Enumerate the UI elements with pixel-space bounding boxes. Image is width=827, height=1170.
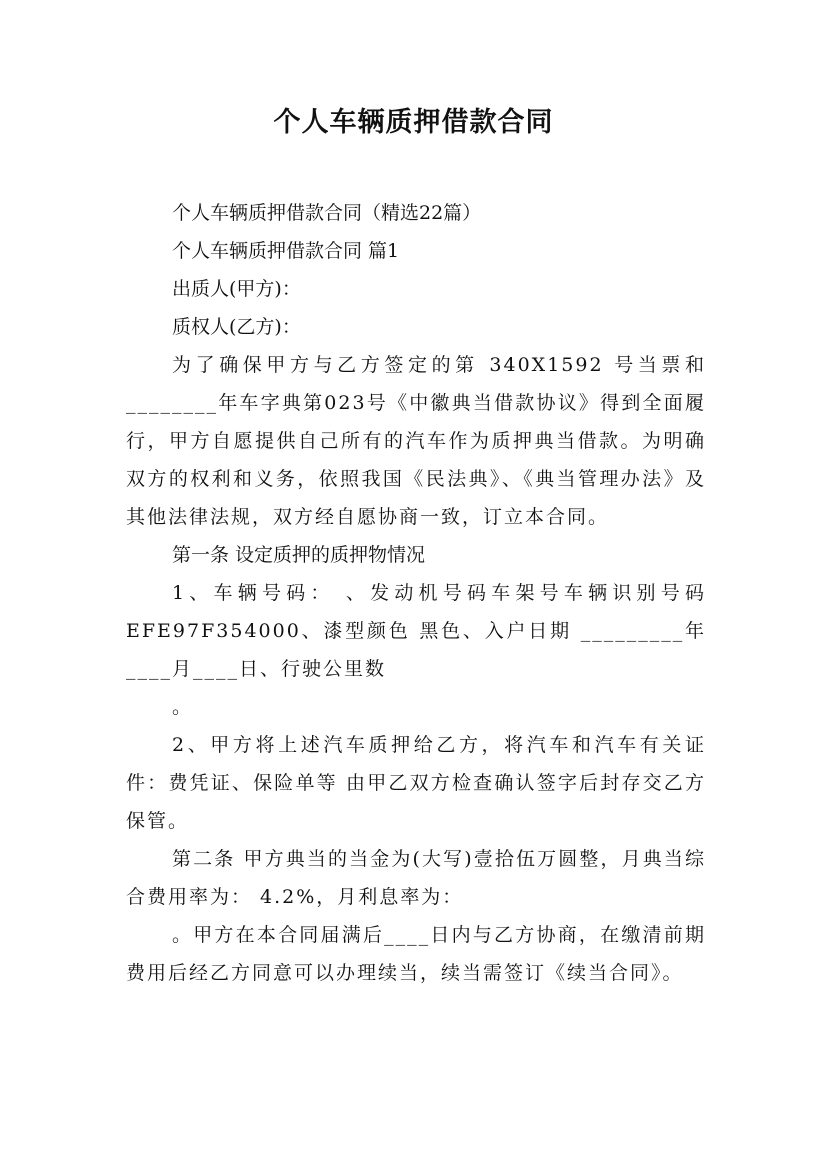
paragraph-section-heading: 个人车辆质押借款合同 篇1	[172, 240, 400, 262]
paragraph-preamble: 为了确保甲方与乙方签定的第 340X1592 号当票和________年车字典第023号《中徽典当借款协议》得到全面履行，甲方自愿提供自己所有的汽车作为质押典当借款。为明确双方的权利和义务，依照我国《民法典》、《典当管理办法》及其他法律法规，双方经自愿协商一致，订立本合同。	[126, 354, 706, 528]
paragraph-custody: 2、甲方将上述汽车质押给乙方，将汽车和汽车有关证件：费凭证、保险单等 由甲乙双方检查确认签字后封存交乙方保管。	[126, 734, 706, 832]
paragraph-renewal: 。甲方在本合同届满后____日内与乙方协商，在缴清前期费用后经乙方同意可以办理续当，续当需签订《续当合同》。	[126, 924, 706, 984]
document-title: 个人车辆质押借款合同	[273, 107, 554, 138]
paragraph-pledgor: 出质人(甲方)：	[172, 278, 301, 300]
paragraph-article-1-heading: 第一条 设定质押的质押物情况	[172, 544, 426, 566]
paragraph-vehicle-info: 1、车辆号码： 、发动机号码车架号车辆识别号码EFE97F354000、漆型颜色 黑色、入户日期 _________年____月____日、行驶公里数	[126, 582, 706, 680]
document-body	[126, 194, 706, 992]
paragraph-article-2: 第二条 甲方典当的当金为(大写)壹拾伍万圆整，月典当综合费用率为： 4.2%，月利息率为：	[126, 848, 706, 908]
paragraph-pledgee: 质权人(乙方)：	[172, 316, 301, 338]
paragraph-period: 。	[172, 696, 192, 718]
paragraph-subtitle: 个人车辆质押借款合同（精选22篇）	[172, 202, 482, 224]
